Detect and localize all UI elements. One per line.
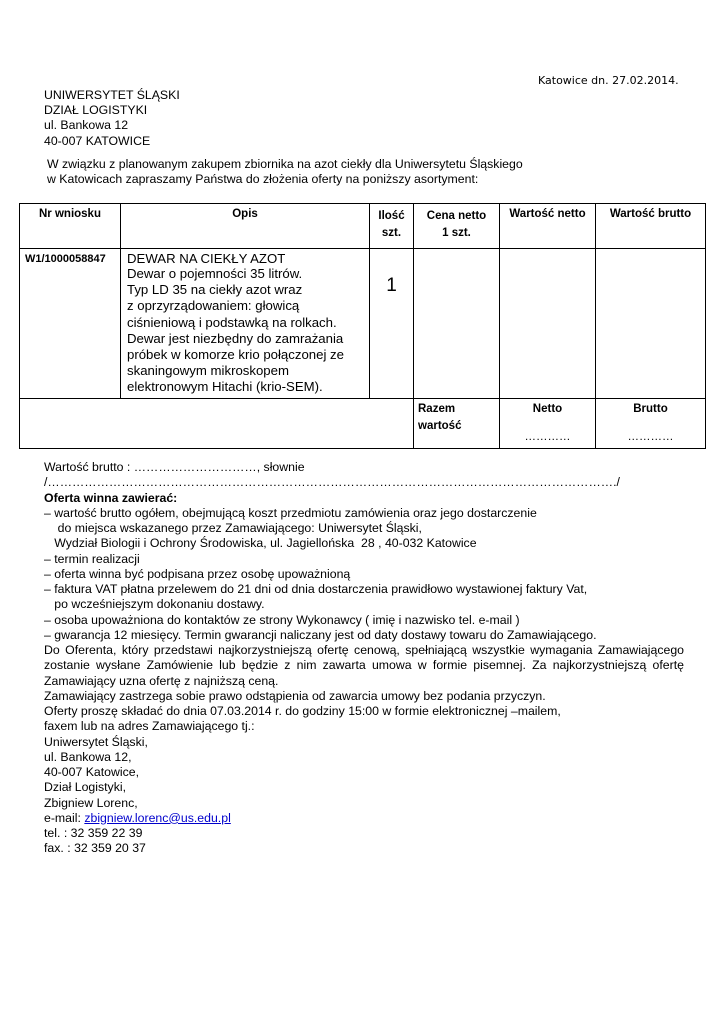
list-item: – wartość brutto ogółem, obejmującą koszt przedmiotu zamówienia oraz jego dostarczenie [44,505,537,520]
address-line: 40-007 KATOWICE [44,133,151,148]
col-header-brutto: Wartość brutto [596,204,706,249]
paragraph-line: Zamawiający uzna ofertę z najniższą ceną. [44,673,279,688]
cell-brutto [596,249,706,399]
summary-empty-cell [20,399,414,449]
text-line: Zamawiający zastrzega sobie prawo odstąpienia od zawarcia umowy bez podania przyczyn. [44,688,546,703]
email-line [44,811,684,826]
cell-netto-total: Netto ………… [500,399,596,449]
intro-paragraph [47,157,523,187]
cell-qty: 1 [370,249,414,399]
table-header-row [20,204,706,249]
list-item: – oferta winna być podpisana przez osobę upoważnioną [44,566,351,581]
list-item: po wcześniejszym dokonaniu dostawy. [44,597,265,612]
text-line: Oferty proszę składać do dnia 07.03.2014 r. do godziny 15:00 w formie elektronicznej –mailem, [44,704,561,718]
list-item: do miejsca wskazanego przez Zamawiającego: Uniwersytet Śląski, [44,521,422,535]
list-item: – osoba upoważniona do kontaktów ze strony Wykonawcy ( imię i nazwisko tel. e-mail ) [44,612,520,627]
intro-line: w Katowicach zapraszamy Państwa do złożenia oferty na poniższy asortyment: [47,172,479,187]
intro-line: W związku z planowanym zakupem zbiornika na azot ciekły dla Uniwersytetu Śląskiego [47,157,523,171]
desc-line: Typ LD 35 na ciekły azot wraz [127,282,303,298]
cell-brutto-total: Brutto ………… [596,399,706,449]
desc-line: próbek w komorze krio połączonej ze [127,347,344,363]
words-dots-line: /…………………………………………………………………………………………………………………………./ [44,475,620,490]
paragraph-line: zostanie wysłane Zamówienie lub będzie z nim zawarta umowa w formie pisemnej. Za najkorzystniejszą ofertę [44,658,684,673]
requirements-heading: Oferta winna zawierać: [44,490,178,505]
col-header-ilosc: Ilość szt. [370,204,414,249]
contact-line: Uniwersytet Śląski, [44,734,148,749]
offer-body [44,460,684,857]
desc-line: ciśnieniową i podstawką na rolkach. [127,314,337,330]
recipient-address [44,88,180,149]
cell-cena [414,249,500,399]
phone-line: tel. : 32 359 22 39 [44,826,143,840]
gross-value-line: Wartość brutto : …………………………, słownie [44,460,305,474]
col-header-nr: Nr wniosku [20,204,121,249]
paragraph-line: Do Oferenta, który przedstawi najkorzystniejszą ofertę cenową, spełniającą wszystkie wymagania Zamawiającego [44,643,684,657]
col-header-netto: Wartość netto [500,204,596,249]
contact-line: Dział Logistyki, [44,780,127,795]
address-line: UNIWERSYTET ŚLĄSKI [44,88,180,102]
list-item: Wydział Biologii i Ochrony Środowiska, ul. Jagiellońska 28 , 40-032 Katowice [44,536,477,551]
desc-line: skaningowym mikroskopem [127,363,289,379]
desc-line: Dewar o pojemności 35 litrów. [127,266,303,281]
desc-line: z oprzyrządowaniem: głowicą [127,298,300,314]
contact-line: Zbigniew Lorenc, [44,795,138,810]
contact-line: ul. Bankowa 12, [44,749,132,764]
fax-line: fax. : 32 359 20 37 [44,841,146,856]
cell-netto [500,249,596,399]
document-date: Katowice dn. 27.02.2014. [538,74,679,87]
offer-table [19,203,706,449]
cell-opis [121,249,370,399]
list-item: – faktura VAT płatna przelewem do 21 dni od dnia dostarczenia prawidłowo wystawionej faktury Vat, [44,582,588,596]
cell-razem: Razem wartość [414,399,500,449]
contact-line: 40-007 Katowice, [44,765,140,779]
product-title: DEWAR NA CIEKŁY AZOT [127,251,286,266]
address-line: DZIAŁ LOGISTYKI [44,103,148,118]
text-line: faxem lub na adres Zamawiającego tj.: [44,719,255,734]
cell-nr-wniosku: W1/1000058847 [20,249,121,399]
col-header-opis: Opis [121,204,370,249]
desc-line: Dewar jest niezbędny do zamrażania [127,330,344,346]
table-summary-row [20,399,706,449]
col-header-cena: Cena netto 1 szt. [414,204,500,249]
address-line: ul. Bankowa 12 [44,118,129,133]
table-row [20,249,706,399]
email-link[interactable]: zbigniew.lorenc@us.edu.pl [84,810,231,825]
email-label: e-mail: [44,810,85,825]
list-item: – gwarancja 12 miesięcy. Termin gwarancji naliczany jest od daty dostawy towaru do Zamawiającego. [44,627,597,642]
desc-line: elektronowym Hitachi (krio-SEM). [127,379,323,395]
list-item: – termin realizacji [44,551,140,566]
